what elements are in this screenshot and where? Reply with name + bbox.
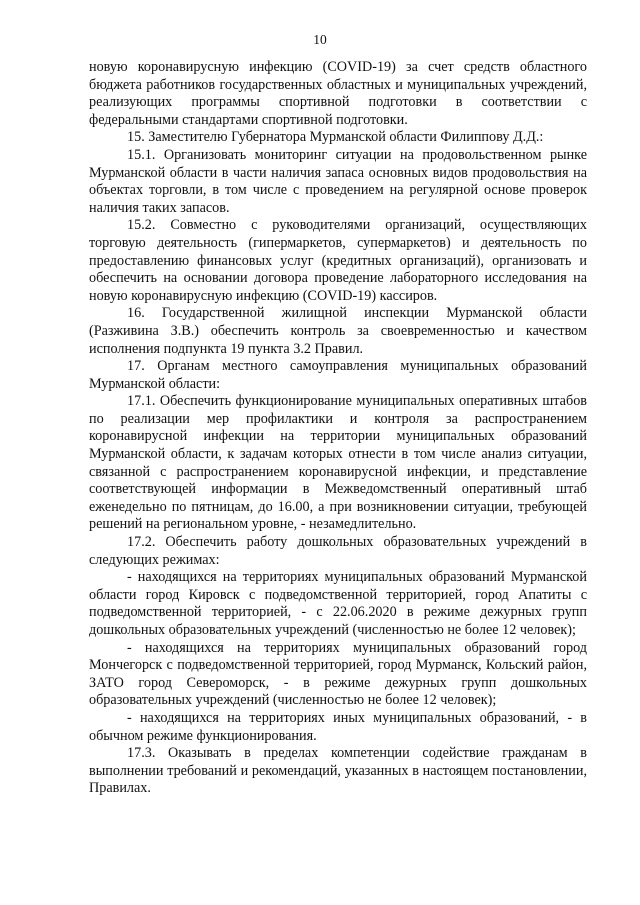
document-body	[89, 59, 587, 798]
paragraph-15: 15. Заместителю Губернатора Мурманской области Филиппову Д.Д.:	[127, 129, 544, 146]
paragraph-17-2: 17.2. Обеспечить работу дошкольных образовательных учреждений в следующих режимах:	[89, 534, 587, 568]
paragraph-17-1: 17.1. Обеспечить функционирование муниципальных оперативных штабов по реализации мер профилактики и контроля за распространением коронавирусной инфекции на территории муниципальных образований Мурманской области, к задачам которых отнести в том числе анализ ситуации, связанной с распространением коронавирусной инфекции, и представление соответствующей информации в Межведомственный оперативный штаб еженедельно по пятницам, до 16.00, а при возникновении ситуации, требующей решений на региональном уровне, - незамедлительно.	[89, 393, 587, 533]
paragraph-continuation: новую коронавирусную инфекцию (COVID-19) за счет средств областного бюджета работников государственных областных и муниципальных учреждений, реализующих программы спортивной подготовки в соответствии с федеральными стандартами спортивной подготовки.	[89, 59, 587, 128]
paragraph-15-1: 15.1. Организовать мониторинг ситуации на продовольственном рынке Мурманской области в части наличия запаса основных видов продовольствия на объектах торговли, в том числе с проведением на регулярной основе проверок наличия таких запасов.	[89, 146, 587, 216]
page-number: 10	[313, 32, 327, 47]
paragraph-15-2: 15.2. Совместно с руководителями организаций, осуществляющих торговую деятельность (гипермаркетов, супермаркетов) и деятельность по предоставлению финансовых услуг (кредитных организаций), организовать и обеспечить на основании договора проведение лабораторного исследования на новую коронавирусную инфекцию (COVID-19) кассиров.	[89, 217, 587, 304]
list-item-monchegorsk-murmansk: - находящихся на территориях муниципальных образований город Мончегорск с подведомственной территорией, город Мурманск, Кольский район, ЗАТО город Североморск, - в режиме дежурных групп дошкольных образовательных учреждений (численностью не более 12 человек);	[89, 639, 587, 709]
paragraph-17-3: 17.3. Оказывать в пределах компетенции содействие гражданам в выполнении требований и рекомендаций, указанных в настоящем постановлении, Правилах.	[89, 745, 587, 797]
paragraph-16: 16. Государственной жилищной инспекции Мурманской области (Разживина З.В.) обеспечить контроль за своевременностью и качеством исполнения подпункта 19 пункта 3.2 Правил.	[89, 305, 587, 357]
list-item-kirovsk-apatity: - находящихся на территориях муниципальных образований Мурманской области город Кировск с подведомственной территорией, город Апатиты с подведомственной территорией, - с 22.06.2020 в режиме дежурных групп дошкольных образовательных учреждений (численностью не более 12 человек);	[89, 569, 587, 638]
paragraph-17: 17. Органам местного самоуправления муниципальных образований Мурманской области:	[89, 358, 587, 392]
list-item-other-municipalities: - находящихся на территориях иных муниципальных образований, - в обычном режиме функционирования.	[89, 709, 587, 744]
